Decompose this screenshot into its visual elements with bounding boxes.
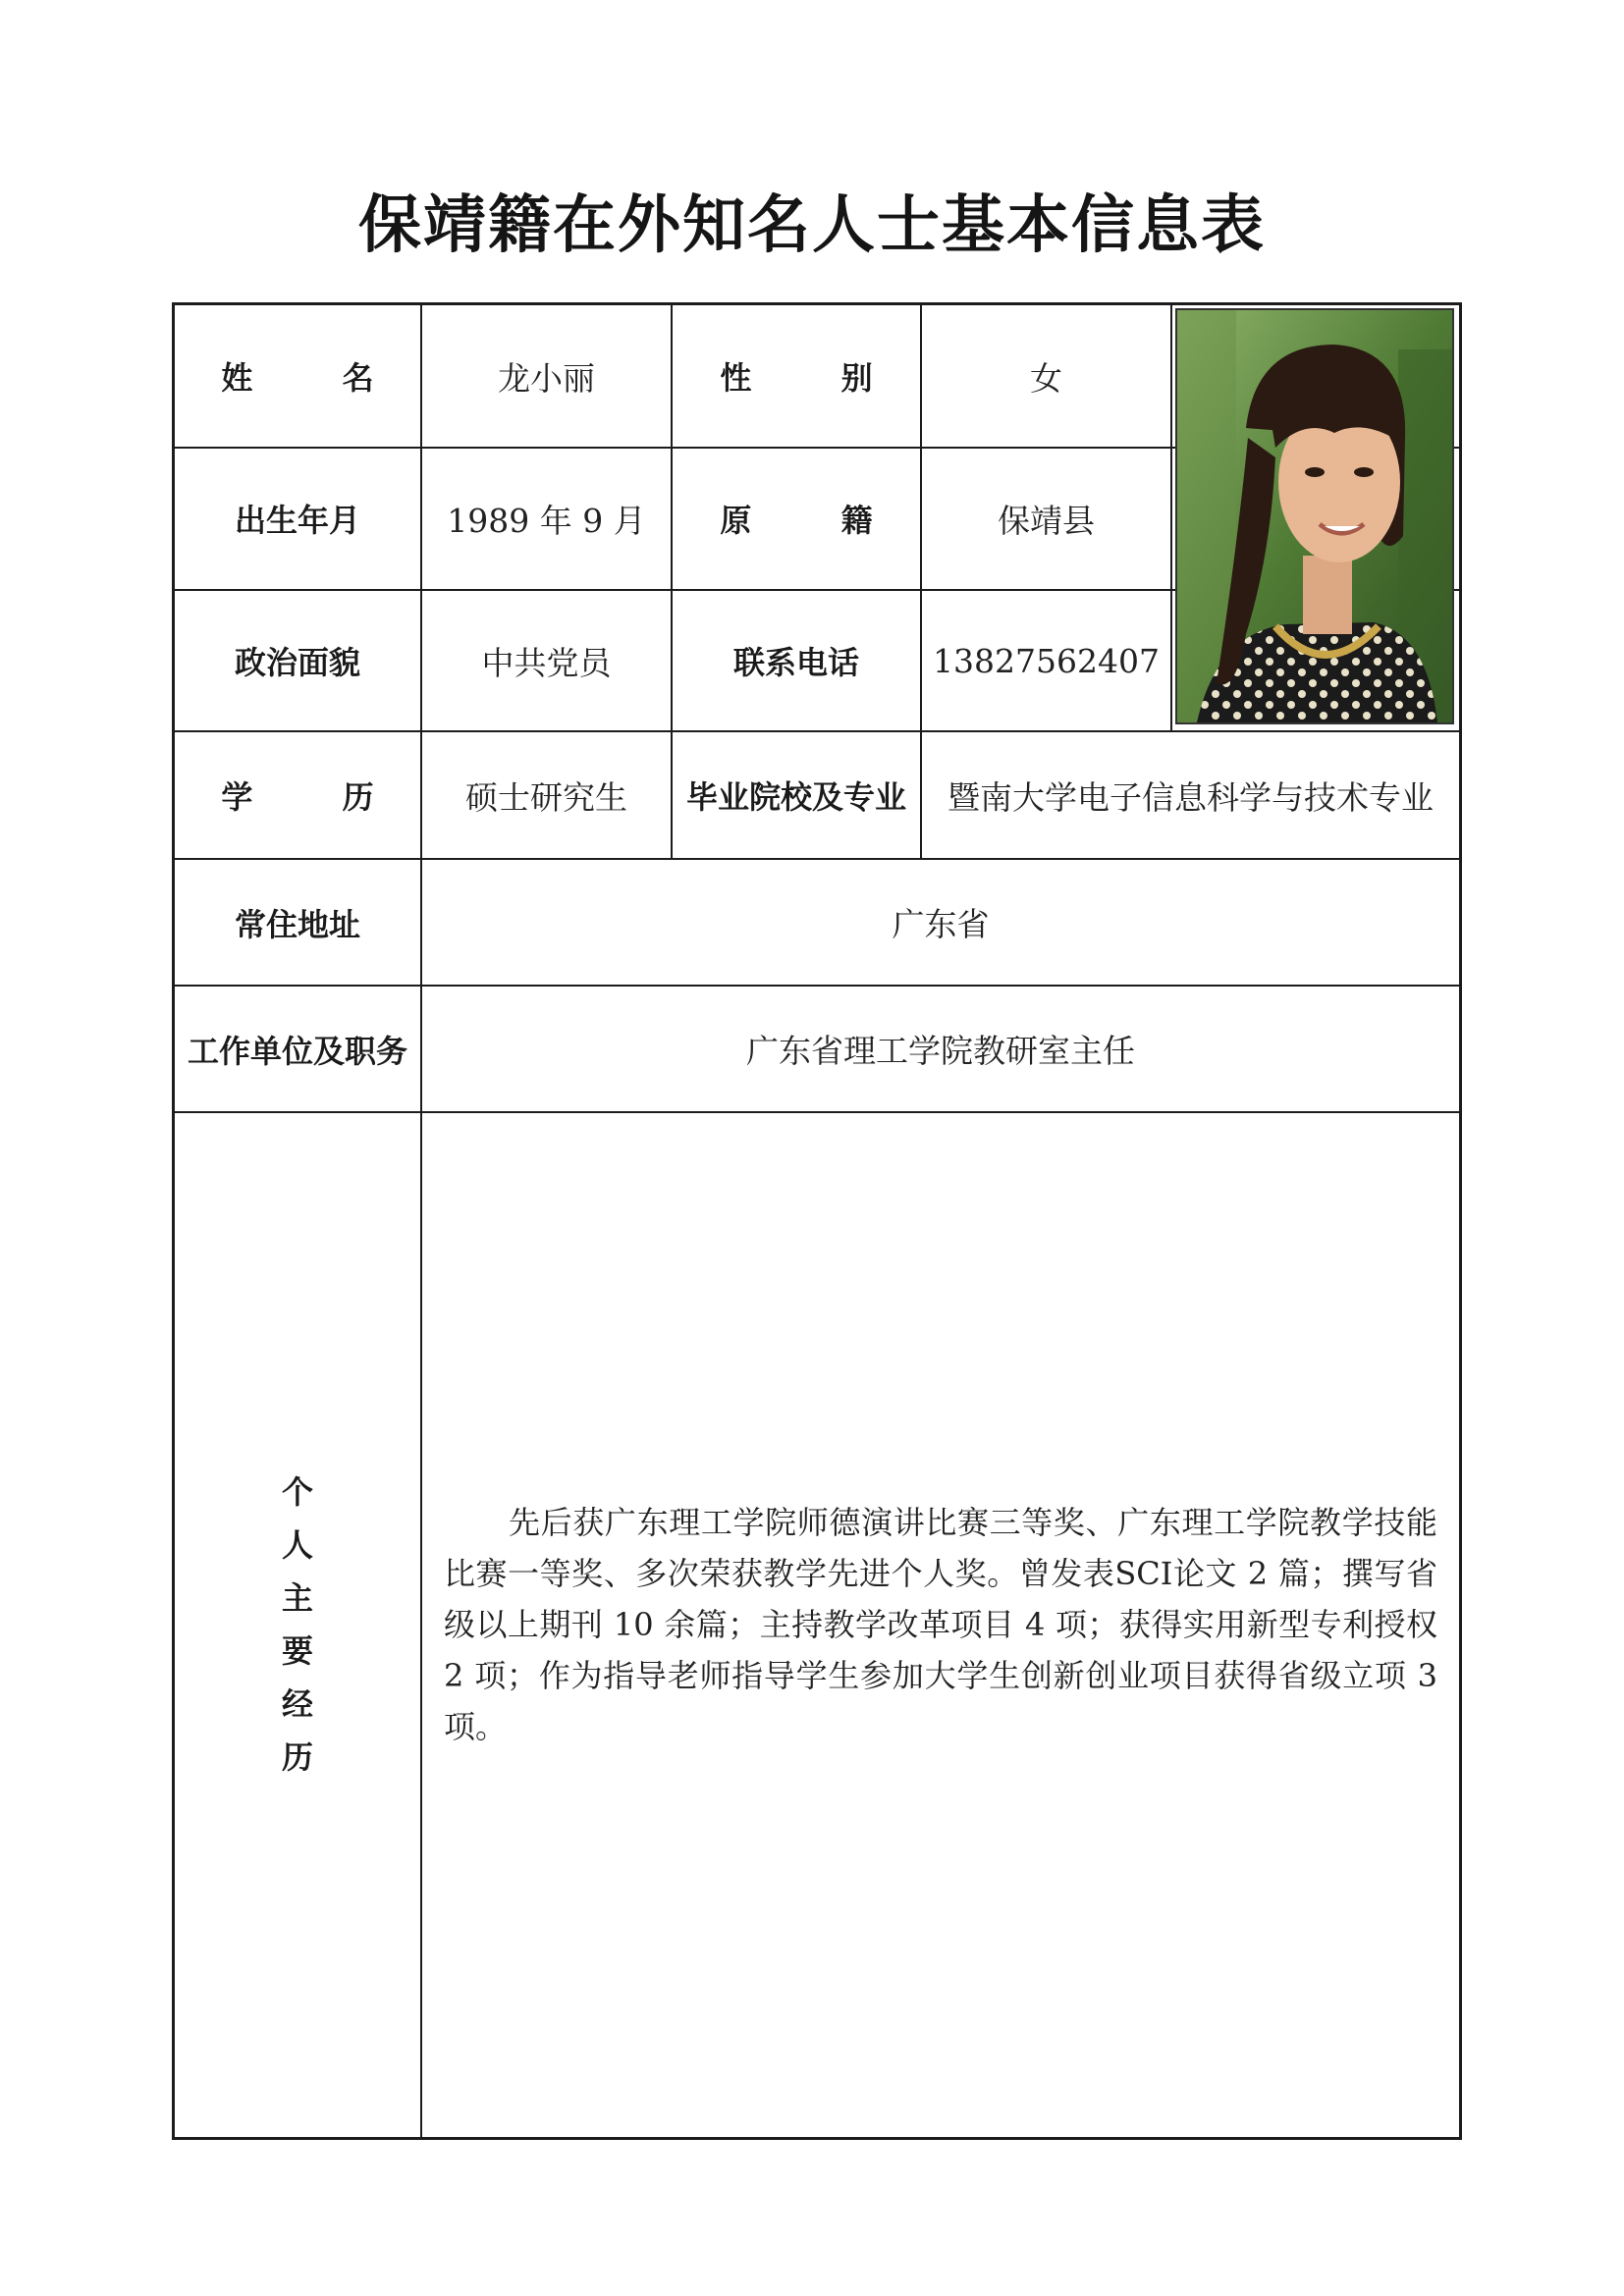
name-label: 姓 名 — [221, 359, 413, 397]
gender-label: 性 别 — [720, 359, 912, 397]
experience-label-char: 主 — [281, 1579, 313, 1617]
phone-value: 13827562407 — [933, 641, 1160, 680]
birth-label: 出生年月 — [234, 502, 360, 539]
education-label: 学 历 — [221, 778, 413, 816]
school-value: 暨南大学电子信息科学与技术专业 — [947, 777, 1434, 817]
gender-value: 女 — [1030, 358, 1062, 398]
work-label: 工作单位及职务 — [187, 1032, 407, 1070]
experience-label-char: 历 — [281, 1738, 313, 1776]
origin-value: 保靖县 — [998, 501, 1095, 540]
experience-label-char: 人 — [281, 1526, 313, 1564]
document-title: 保靖籍在外知名人士基本信息表 — [358, 188, 1266, 262]
school-label: 毕业院校及专业 — [685, 778, 906, 816]
address-value: 广东省 — [892, 905, 990, 943]
experience-text: 先后获广东理工学院师德演讲比赛三等奖、广东理工学院教学技能比赛一等奖、多次荣获教学先进个人奖。曾发表SCI论文 2 篇；撰写省级以上期刊 10 余篇；主持教学改革项目 4 项；获得实用新型专利授权 2 项；作为指导老师指导学生参加大学生创新创业项目获得省级立项 3 项。 — [444, 1504, 1437, 1745]
experience-label-char: 要 — [281, 1632, 313, 1670]
work-value: 广东省理工学院教研室主任 — [746, 1032, 1135, 1070]
experience-label — [175, 1112, 420, 2137]
education-value: 硕士研究生 — [465, 777, 627, 817]
col-divider — [1170, 305, 1172, 730]
political-label: 政治面貌 — [234, 644, 360, 681]
experience-label-char: 个 — [281, 1473, 313, 1511]
origin-label: 原 籍 — [720, 502, 912, 539]
address-label: 常住地址 — [234, 905, 360, 943]
phone-label: 联系电话 — [732, 644, 859, 681]
political-value: 中共党员 — [481, 643, 612, 682]
portrait-photo — [1175, 308, 1454, 724]
birth-value: 1989 年 9 月 — [447, 501, 646, 540]
portrait-image — [1177, 310, 1452, 722]
name-value: 龙小丽 — [498, 358, 595, 398]
experience-label-char: 经 — [281, 1685, 313, 1723]
